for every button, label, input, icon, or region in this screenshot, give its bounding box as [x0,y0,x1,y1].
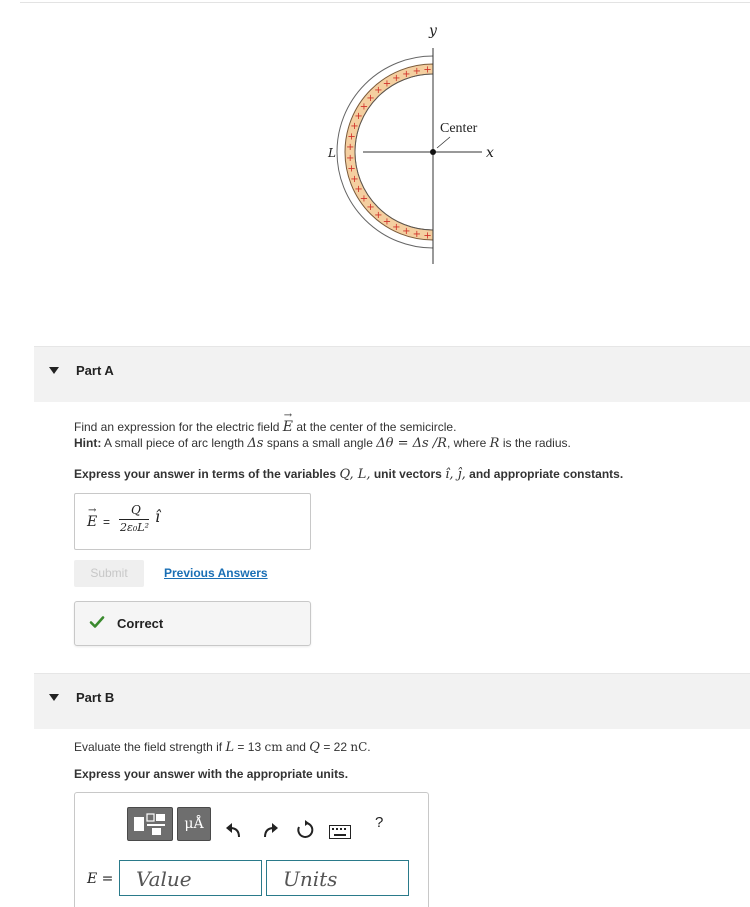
plus-sign: + [392,73,401,85]
previous-answers-link[interactable]: Previous Answers [164,566,268,580]
fraction-bar [119,519,149,520]
x-axis-label: x [486,145,494,161]
plus-sign: + [392,221,401,233]
collapse-caret-icon[interactable] [49,367,59,374]
part-b-instruction: Express your answer with the appropriate units. [74,767,349,781]
semicircle-figure [300,10,520,280]
plus-sign: + [359,193,369,205]
undo-icon[interactable] [225,815,243,847]
plus-sign: + [412,228,421,240]
plus-sign: + [354,110,363,122]
value-input[interactable]: Value [119,860,262,896]
plus-sign: + [402,68,411,80]
center-pointer [437,137,450,148]
part-a-hint: Hint: A small piece of arc length Δs spans a small angle Δθ = Δs /R, where R is the radius. [74,436,571,451]
answer-numerator: Q [131,503,141,517]
center-label: Center [440,121,478,136]
plus-sign: + [423,64,432,76]
plus-sign: + [350,120,359,132]
plus-sign: + [346,142,355,154]
plus-sign: + [374,209,383,221]
plus-sign: + [412,66,421,78]
templates-button[interactable] [127,807,173,841]
part-a-title: Part A [76,363,114,378]
e-field-label: E = [87,871,114,887]
symbols-button[interactable]: μÅ [177,807,211,841]
reset-icon[interactable] [295,814,315,846]
plus-sign: + [346,152,355,164]
part-a-instruction: Express your answer in terms of the variables Q, L, unit vectors î, ĵ, and appropriate constants. [74,467,624,482]
center-point [430,149,436,155]
help-button[interactable]: ? [375,814,384,831]
part-b-question: Evaluate the field strength if L = 13 cm and Q = 22 nC. [74,740,371,755]
keyboard-icon[interactable] [329,816,351,848]
top-divider [20,2,750,3]
answer-unit-vector: î [155,507,161,526]
part-b-header[interactable] [34,673,750,729]
units-input[interactable]: Units [266,860,409,896]
answer-e-symbol: E → [87,505,98,530]
redo-icon[interactable] [261,815,279,847]
templates-icon [128,808,172,840]
part-a-header[interactable] [34,346,750,402]
semicircle-diagram [300,10,520,280]
plus-sign: + [366,202,375,214]
plus-sign: + [347,163,356,175]
part-b-title: Part B [76,690,115,705]
plus-sign: + [402,226,411,238]
plus-sign: + [382,78,392,90]
plus-sign: + [347,131,356,143]
part-a-answer-box [74,493,311,550]
y-axis-label: y [429,23,437,39]
plus-sign: + [354,184,363,196]
plus-sign: + [423,230,432,242]
length-label: L [328,146,336,160]
part-a-question: Find an expression for the electric field E → at the center of the semicircle. [74,410,457,435]
checkmark-icon [89,614,105,630]
submit-button[interactable]: Submit [74,560,144,587]
plus-sign: + [350,174,359,186]
plus-sign: + [374,85,383,97]
plus-sign: + [382,216,392,228]
field-vector-symbol: E → [282,410,294,435]
answer-denominator: 2ε₀L² [120,521,150,534]
answer-equals: = [103,515,111,529]
plus-sign: + [359,101,369,113]
correct-feedback [74,601,311,646]
collapse-caret-icon[interactable] [49,694,59,701]
correct-label: Correct [117,616,164,631]
plus-sign: + [366,92,375,104]
part-b-answer-panel [74,792,429,907]
